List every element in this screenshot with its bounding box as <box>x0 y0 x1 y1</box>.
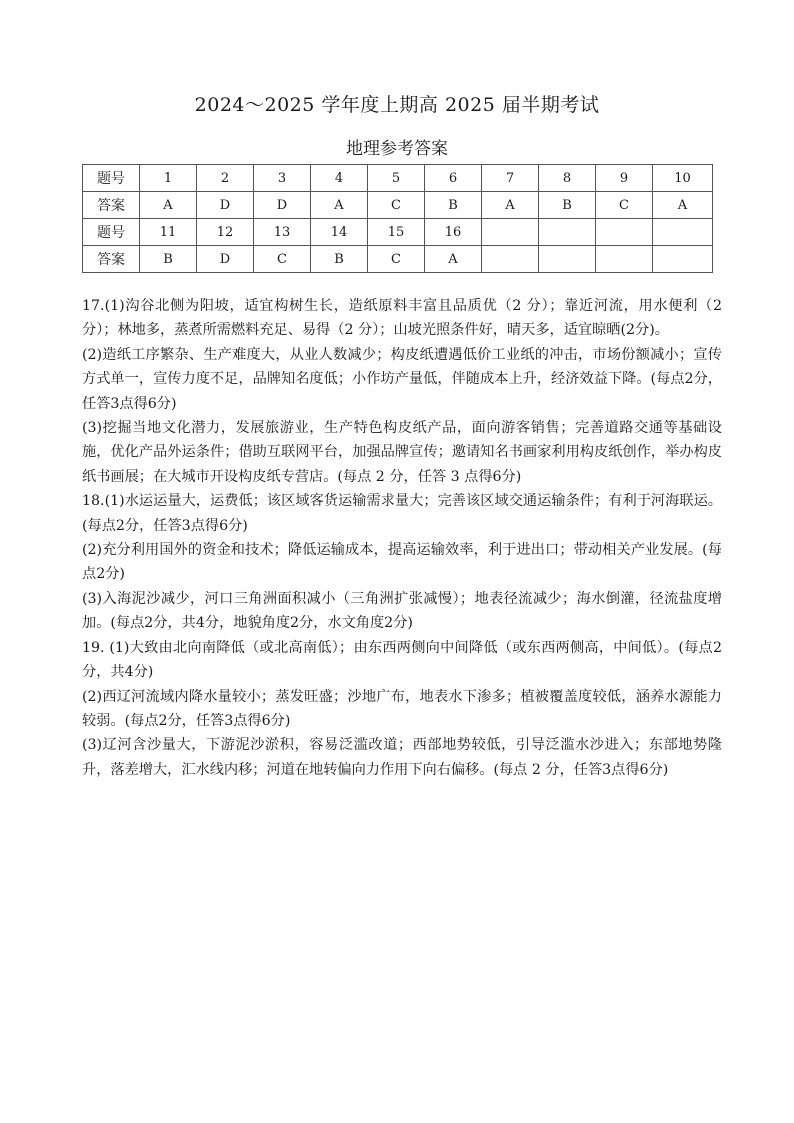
answer-17-3: (3)挖掘当地文化潜力，发展旅游业，生产特色构皮纸产品，面向游客销售；完善道路交通等基础设施，优化产品外运条件；借助互联网平台，加强品牌宣传；邀请知名书画家利用构皮纸创作，举办构皮纸书画展；在大城市开设构皮纸专营店。(每点 2 分，任答 3 点得6分) <box>82 420 722 485</box>
answer-18-1: 18.(1)水运运量大，运费低；该区域客货运输需求量大；完善该区域交通运输条件；有利于河海联运。(每点2分，任答3点得6分) <box>82 493 722 534</box>
answer-19-3: (3)辽河含沙量大，下游泥沙淤积，容易泛滥改道；西部地势较低，引导泛滥水沙进入；东部地势隆升，落差增大，汇水线内移；河道在地转偏向力作用下向右偏移。(每点 2 分，任答3点得6分) <box>82 737 722 778</box>
answer-19-1: 19. (1)大致由北向南降低（或北高南低）；由东西两侧向中间降低（或东西两侧高，中间低）。(每点2分，共4分) <box>82 639 722 681</box>
table-row <box>83 165 713 192</box>
table-cell <box>596 219 653 246</box>
page-title: 2024～2025 学年度上期高 2025 届半期考试 <box>194 94 600 116</box>
table-cell: 10 <box>653 165 713 192</box>
table-cell: 6 <box>425 165 482 192</box>
table-cell: B <box>140 246 197 273</box>
table-cell: C <box>254 246 311 273</box>
table-row <box>83 246 713 273</box>
answer-17-2: (2)造纸工序繁杂、生产难度大，从业人数减少；构皮纸遭遇低价工业纸的冲击，市场份额减小；宣传方式单一，宣传力度不足，品牌知名度低；小作坊产量低，伴随成本上升，经济效益下降。(每点2分，任答3点得6分) <box>82 346 722 412</box>
table-cell: C <box>368 246 425 273</box>
table-cell: A <box>425 246 482 273</box>
table-cell: C <box>368 192 425 219</box>
answer-list <box>82 294 722 782</box>
table-cell: B <box>539 192 596 219</box>
answer-18-3: (3)入海泥沙减少，河口三角洲面积减小（三角洲扩张减慢）；地表径流减少；海水倒灌，径流盐度增加。(每点2分，共4分，地貌角度2分，水文角度2分) <box>82 590 722 632</box>
table-cell: 16 <box>425 219 482 246</box>
table-cell: A <box>311 192 368 219</box>
answer-18-2: (2)充分利用国外的资金和技术；降低运输成本，提高运输效率，利于进出口；带动相关产业发展。(每点2分) <box>82 542 722 583</box>
table-cell: 8 <box>539 165 596 192</box>
row-label: 题号 <box>83 165 140 192</box>
table-cell: B <box>311 246 368 273</box>
table-cell: 9 <box>596 165 653 192</box>
table-cell <box>482 246 539 273</box>
table-row <box>83 192 713 219</box>
table-cell: 3 <box>254 165 311 192</box>
table-cell: D <box>197 192 254 219</box>
page-subtitle: 地理参考答案 <box>346 139 448 159</box>
table-cell <box>539 219 596 246</box>
table-cell: 4 <box>311 165 368 192</box>
table-cell: B <box>425 192 482 219</box>
table-row <box>83 219 713 246</box>
table-cell: 12 <box>197 219 254 246</box>
table-cell: A <box>482 192 539 219</box>
table-cell: 11 <box>140 219 197 246</box>
table-cell: 5 <box>368 165 425 192</box>
table-cell: D <box>197 246 254 273</box>
table-cell: 1 <box>140 165 197 192</box>
table-cell: 7 <box>482 165 539 192</box>
row-label: 题号 <box>83 219 140 246</box>
row-label: 答案 <box>83 192 140 219</box>
table-cell: C <box>596 192 653 219</box>
row-label: 答案 <box>83 246 140 273</box>
table-cell: D <box>254 192 311 219</box>
table-cell: 13 <box>254 219 311 246</box>
table-cell: 2 <box>197 165 254 192</box>
table-cell: 15 <box>368 219 425 246</box>
table-cell <box>482 219 539 246</box>
table-cell <box>653 246 713 273</box>
answer-19-2: (2)西辽河流域内降水量较小；蒸发旺盛；沙地广布，地表水下渗多；植被覆盖度较低，涵养水源能力较弱。(每点2分，任答3点得6分) <box>82 688 722 729</box>
table-cell <box>539 246 596 273</box>
table-cell <box>653 219 713 246</box>
table-cell: 14 <box>311 219 368 246</box>
table-cell: A <box>140 192 197 219</box>
table-cell: A <box>653 192 713 219</box>
table-cell <box>596 246 653 273</box>
answer-table <box>82 164 713 273</box>
answer-17-1: 17.(1)沟谷北侧为阳坡，适宜构树生长，造纸原料丰富且品质优（2 分）；靠近河流，用水便利（2 分）；林地多，蒸煮所需燃料充足、易得（2 分）；山坡光照条件好，晴天多，适宜晾晒(2分)。 <box>82 298 722 339</box>
